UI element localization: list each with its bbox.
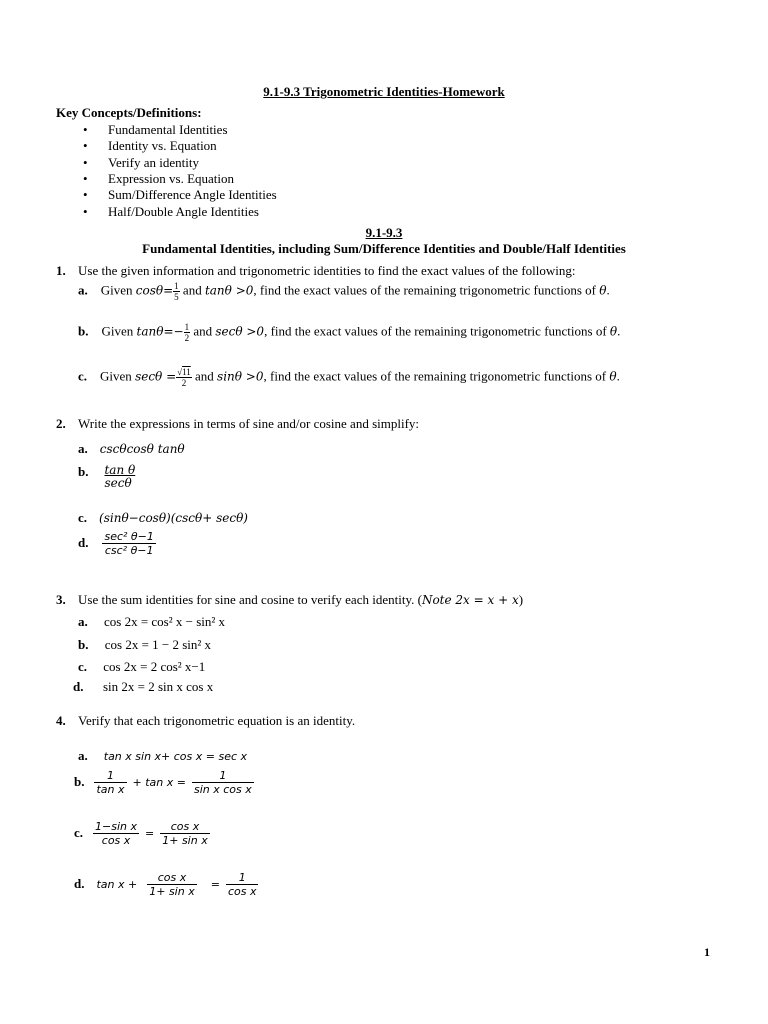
problem-prompt: Verify that each trigonometric equation is an identity. [78, 713, 356, 728]
section-title: 9.1-9.3 [365, 225, 403, 240]
problem-1a: a. Given cosθ= $\frac{1}{5}$ and tanθ >0, find the exact values of the remaining trigonometric functions of θ. [78, 281, 610, 302]
problem-prompt: Use the sum identities for sine and cosine to verify each identity. (Note 2x = x + x) [78, 592, 524, 607]
problem-3b: b. cos 2x = 1 − 2 sin² x [78, 637, 212, 652]
problem-prompt: Use the given information and trigonometric identities to find the exact values of the following: [78, 263, 576, 278]
problem-3c: c. cos 2x = 2 cos² x−1 [78, 659, 206, 674]
problem-3a: a. cos 2x = cos² x − sin² x [78, 614, 226, 629]
problem-1b: b. Given tanθ=− $\frac{1}{2}$ and secθ >0, find the exact values of the remaining trigonometric functions of θ. [78, 322, 621, 343]
problem-2a: a. cscθcosθ tanθ [78, 441, 185, 456]
section-subtitle: Fundamental Identities, including Sum/Difference Identities and Double/Half Identities [142, 241, 626, 256]
page-number: 1 [704, 945, 710, 959]
key-concepts-heading: Key Concepts/Definitions: [56, 105, 202, 120]
problem-4c: c. $\frac{\text{1−sin x}}{\text{cos x}}$ = $\frac{\text{cos x}}{\text{1+ sin x}}$ [74, 820, 208, 847]
problem-2d: d. $\frac{\text{sec² θ−1}}{\text{csc² θ−1}}$ [78, 530, 154, 557]
problem-3d: d. sin 2x = 2 sin x cos x [73, 679, 214, 694]
problem-4a: a. tan x sin x+ cos x = sec x [78, 748, 248, 763]
problem-2c: c. (sinθ−cosθ)(cscθ+ secθ) [78, 510, 248, 525]
page-title: 9.1-9.3 Trigonometric Identities-Homework [263, 84, 505, 99]
problem-4b: b. $\frac{1}{\text{tan x}}$ + tan x = $\frac{1}{\text{sin x cos x}}$ [74, 769, 252, 796]
problem-number: 3. [56, 592, 66, 607]
problem-number: 4. [56, 713, 66, 728]
problem-1c: c. Given secθ = $\frac{√11}{2}$ and sinθ >0, find the exact values of the remaining trigonometric functions of θ. [78, 367, 620, 388]
problem-number: 2. [56, 416, 66, 431]
problem-prompt: Write the expressions in terms of sine and/or cosine and simplify: [78, 416, 420, 431]
problem-number: 1. [56, 263, 66, 278]
problem-4d: d. tan x + $\frac{\text{cos x}}{\text{1+ sin x}}$ = $\frac{1}{\text{cos x}}$ [74, 871, 257, 898]
problem-2b: $^{b.}$ $\frac{\text{tan θ}}{\sec\theta}$ [78, 463, 136, 490]
